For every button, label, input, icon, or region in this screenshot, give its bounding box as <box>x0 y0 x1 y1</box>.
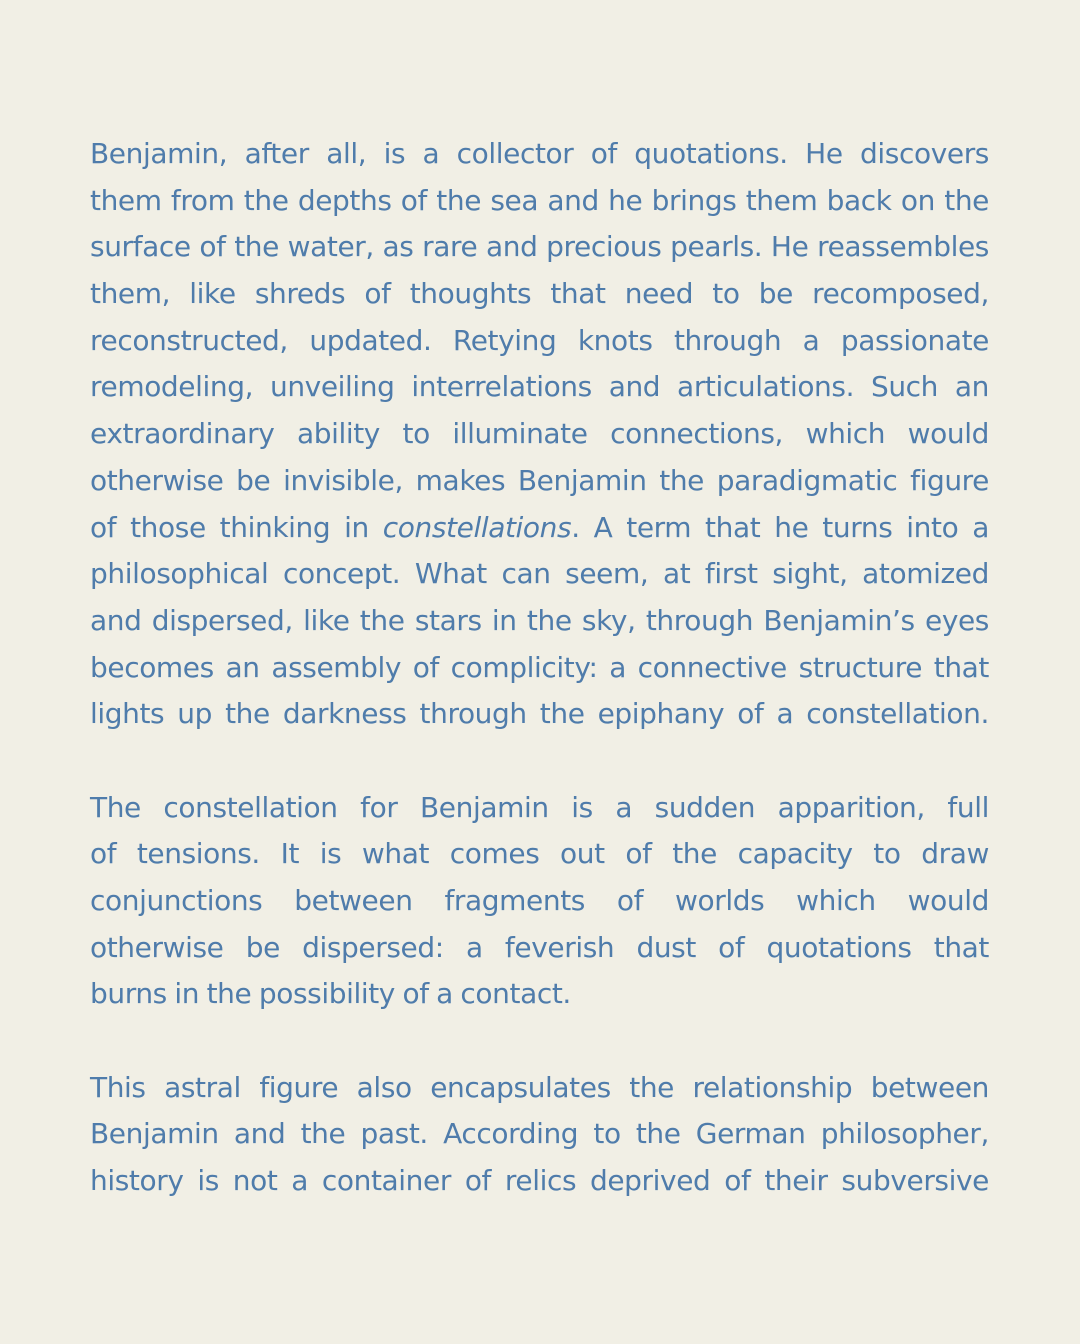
paragraph-2 <box>90 785 989 1018</box>
text-line: conjunctions between fragments of worlds which would <box>90 884 989 917</box>
text-page <box>90 131 989 1205</box>
text-line: surface of the water, as rare and precious pearls. He reassembles <box>90 230 989 264</box>
text-line: them, like shreds of thoughts that need to be recomposed, <box>90 277 989 311</box>
text-line: and dispersed, like the stars in the sky, through Benjamin’s eyes <box>90 603 989 637</box>
text-line: philosophical concept. What can seem, at first sight, atomized <box>90 557 989 591</box>
text-line: remodeling, unveiling interrelations and articulations. Such an <box>90 370 989 404</box>
text-line: them from the depths of the sea and he brings them back on the <box>90 183 989 217</box>
text-line: otherwise be invisible, makes Benjamin the paradigmatic figure <box>90 463 989 497</box>
text-line: becomes an assembly of complicity: a connective structure that <box>90 650 989 684</box>
text-line: otherwise be dispersed: a feverish dust of quotations that <box>90 930 989 964</box>
text-segment: of those thinking in <box>90 510 383 544</box>
text-segment: . A term that he turns into a <box>571 510 989 544</box>
text-line: extraordinary ability to illuminate connections, which would <box>90 417 989 451</box>
text-line: lights up the darkness through the epiphany of a constellation. <box>90 697 989 731</box>
text-line: burns in the possibility of a contact. <box>90 977 571 1011</box>
text-line: reconstructed, updated. Retying knots through a passionate <box>90 323 989 357</box>
text-line: history is not a container of relics deprived of their subversive <box>90 1164 989 1198</box>
text-line: This astral figure also encapsulates the relationship between <box>90 1070 989 1104</box>
paragraph-3 <box>90 1065 989 1205</box>
paragraph-1 <box>90 131 989 738</box>
text-line: of tensions. It is what comes out of the capacity to draw <box>90 837 989 871</box>
text-line: Benjamin, after all, is a collector of quotations. He discovers <box>90 137 989 170</box>
text-line <box>90 505 989 552</box>
paragraph-gap <box>90 1018 989 1065</box>
italic-term: constellations <box>382 510 572 544</box>
text-line: Benjamin and the past. According to the German philosopher, <box>90 1117 989 1151</box>
paragraph-gap <box>90 738 989 785</box>
text-line: The constellation for Benjamin is a sudden apparition, full <box>90 790 989 824</box>
